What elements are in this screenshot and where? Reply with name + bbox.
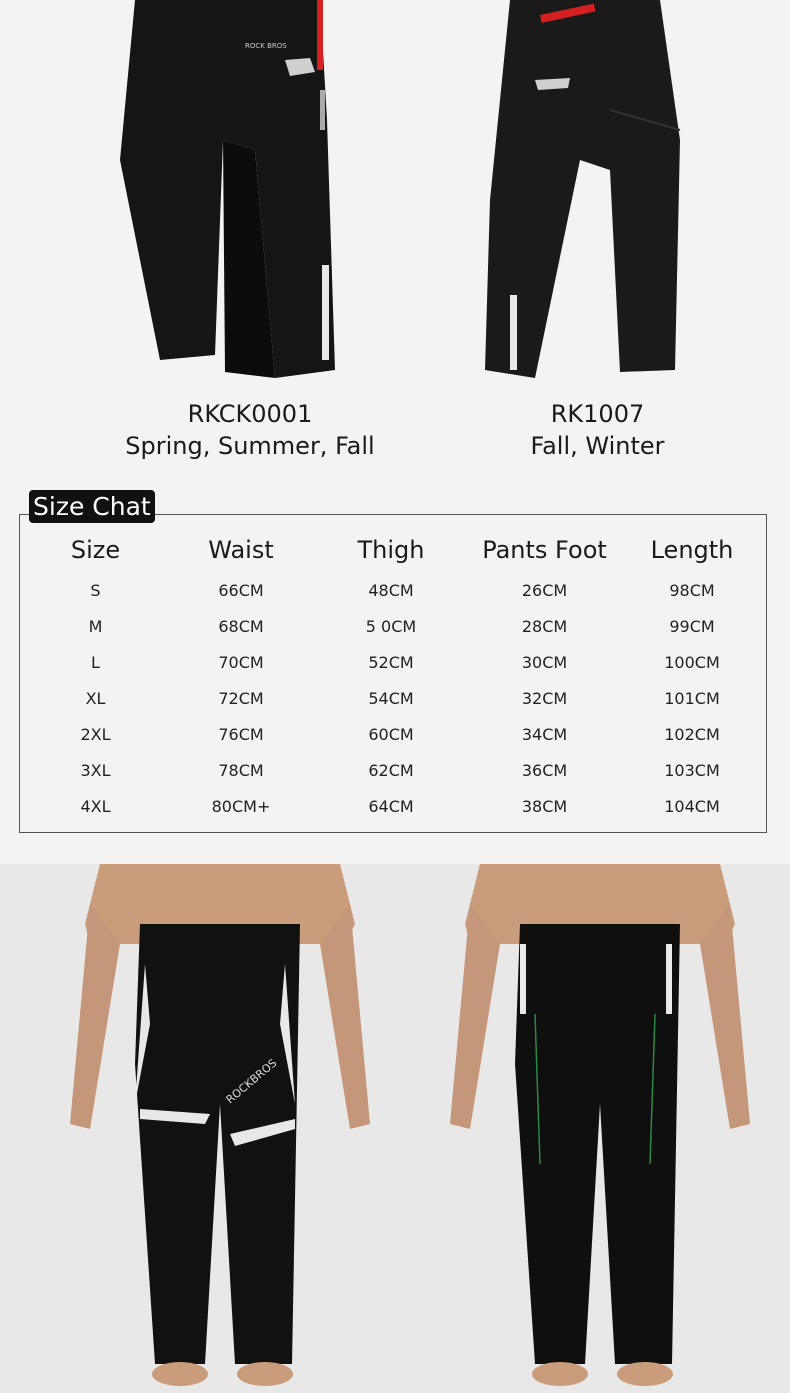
cell-thigh: 5 0CM: [365, 616, 417, 636]
table-row: [19, 788, 767, 824]
product-caption-rkck0001: [50, 398, 450, 462]
cell-pants-foot: 32CM: [521, 688, 568, 708]
cell-waist: 68CM: [218, 616, 264, 636]
product-code: RKCK0001: [187, 400, 313, 428]
product-image-rkck0001: [105, 0, 345, 385]
cell-pants-foot: 30CM: [521, 652, 568, 672]
cell-pants-foot: 34CM: [521, 724, 568, 744]
table-row: [19, 608, 767, 644]
cell-thigh: 48CM: [368, 580, 414, 600]
table-row: [19, 716, 767, 752]
product-seasons: Fall, Winter: [530, 432, 665, 460]
cell-thigh: 64CM: [368, 796, 414, 816]
product-caption-rk1007: [400, 398, 790, 462]
model-image-reflective-pants: [70, 864, 370, 1393]
cell-pants-foot: 26CM: [521, 580, 568, 600]
cell-length: 102CM: [664, 724, 720, 744]
cell-pants-foot: 36CM: [521, 760, 568, 780]
cell-size: L: [91, 652, 100, 672]
model-gallery: [0, 864, 790, 1393]
cell-waist: 78CM: [218, 760, 264, 780]
brand-logo: ROCK BROS: [245, 42, 287, 50]
cell-length: 101CM: [664, 688, 720, 708]
table-row: [19, 680, 767, 716]
cell-length: 99CM: [669, 616, 715, 636]
cell-thigh: 60CM: [368, 724, 414, 744]
product-image-rk1007: [470, 0, 700, 385]
model-logo-text: ROCKBROS: [223, 1056, 280, 1107]
product-gallery: [0, 0, 790, 480]
cell-size: 2XL: [80, 724, 111, 744]
product-code: RK1007: [550, 400, 645, 428]
size-chart-header-row: [19, 528, 767, 572]
cell-waist: 66CM: [218, 580, 264, 600]
cell-size: 4XL: [80, 796, 111, 816]
cell-size: S: [90, 580, 101, 600]
cell-thigh: 52CM: [368, 652, 414, 672]
header-pants-foot: Pants Foot: [482, 536, 607, 564]
header-size: Size: [70, 536, 121, 564]
product-seasons: Spring, Summer, Fall: [125, 432, 375, 460]
header-length: Length: [650, 536, 734, 564]
header-waist: Waist: [208, 536, 274, 564]
cell-waist: 80CM+: [211, 796, 271, 816]
header-thigh: Thigh: [357, 536, 425, 564]
table-row: [19, 752, 767, 788]
cell-length: 100CM: [664, 652, 720, 672]
cell-pants-foot: 28CM: [521, 616, 568, 636]
cell-pants-foot: 38CM: [521, 796, 568, 816]
cell-waist: 70CM: [218, 652, 264, 672]
cell-length: 98CM: [669, 580, 715, 600]
table-row: [19, 572, 767, 608]
table-row: [19, 644, 767, 680]
cell-waist: 72CM: [218, 688, 264, 708]
cell-thigh: 62CM: [368, 760, 414, 780]
cell-length: 103CM: [664, 760, 720, 780]
cell-size: M: [88, 616, 103, 636]
size-chart-table: [19, 528, 767, 824]
model-image-green-trim-pants: [450, 864, 750, 1393]
cell-length: 104CM: [664, 796, 720, 816]
cell-size: XL: [85, 688, 106, 708]
cell-size: 3XL: [80, 760, 111, 780]
cell-waist: 76CM: [218, 724, 264, 744]
cell-thigh: 54CM: [368, 688, 414, 708]
size-chart-title: Size Chat: [29, 490, 155, 523]
